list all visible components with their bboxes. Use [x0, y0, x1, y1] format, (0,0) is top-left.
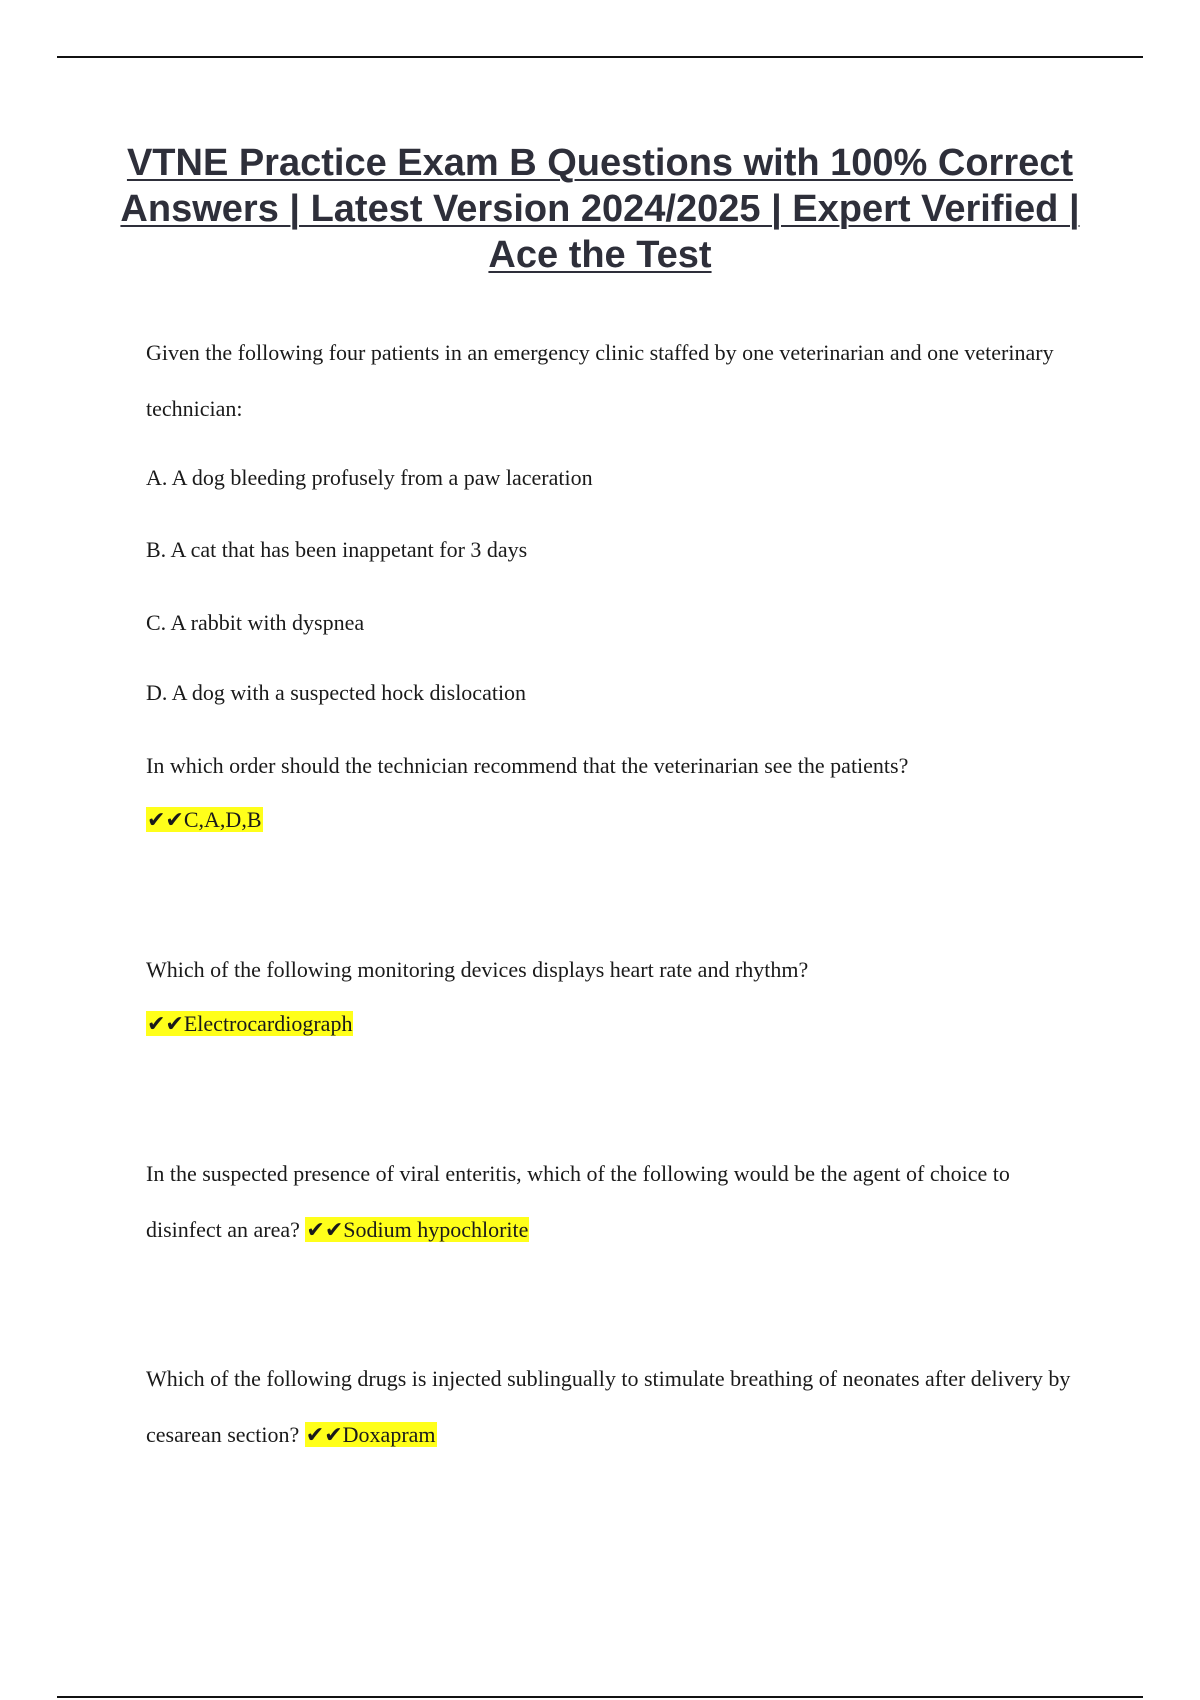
question-1-option-c: C. A rabbit with dyspnea — [146, 610, 365, 635]
question-1-option-b: B. A cat that has been inappetant for 3 days — [146, 537, 528, 562]
top-rule — [57, 56, 1143, 58]
question-1-answer-line — [146, 792, 1076, 848]
question-2-answer: ✔✔Electrocardiograph — [147, 1011, 353, 1036]
question-3-stem: In the suspected presence of viral enteritis, which of the following would be the agent of choice to disinfect an area? — [146, 1161, 1010, 1242]
question-2-stem: Which of the following monitoring devices displays heart rate and rhythm? — [146, 957, 809, 982]
question-4-answer: ✔✔Doxapram — [305, 1422, 436, 1447]
question-3-text — [146, 1146, 1076, 1258]
question-1-stem: Given the following four patients in an emergency clinic staffed by one veterinarian and one veterinary technician: — [146, 340, 1054, 421]
question-1-option-a: A. A dog bleeding profusely from a paw laceration — [146, 465, 593, 490]
question-4-stem: Which of the following drugs is injected sublingually to stimulate breathing of neonates after delivery by cesarean section? — [146, 1366, 1071, 1447]
bottom-rule — [57, 1696, 1143, 1698]
question-2-answer-line — [146, 996, 1076, 1052]
question-1-option-d: D. A dog with a suspected hock dislocation — [146, 680, 527, 705]
question-1-answer: ✔✔C,A,D,B — [147, 807, 262, 832]
question-1-prompt: In which order should the technician recommend that the veterinarian see the patients? — [146, 753, 909, 778]
question-4-text — [146, 1351, 1076, 1463]
document-title: VTNE Practice Exam B Questions with 100% Correct Answers | Latest Version 2024/2025 | Expert Verified | Ace the Test — [120, 142, 1080, 276]
question-3-answer: ✔✔Sodium hypochlorite — [306, 1217, 529, 1242]
